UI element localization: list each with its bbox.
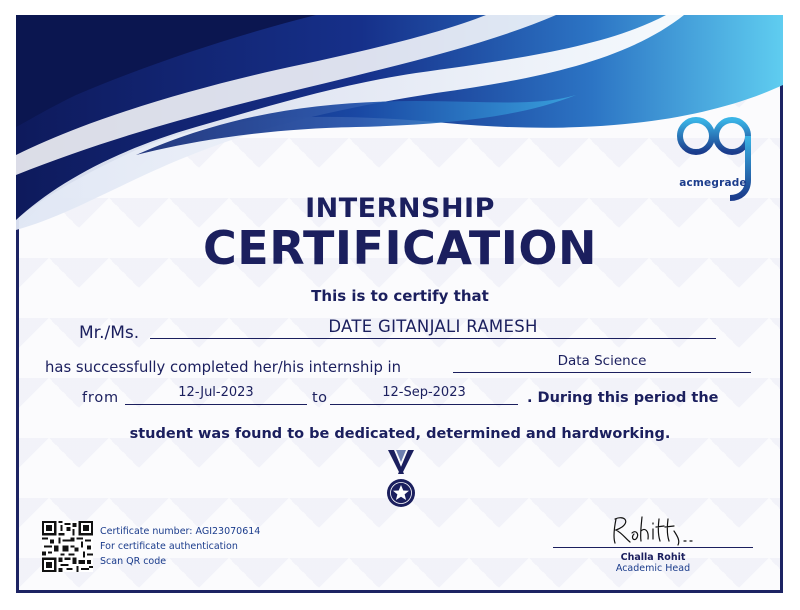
salutation: Mr./Ms. bbox=[79, 323, 140, 343]
title-line-2: CERTIFICATION bbox=[203, 221, 597, 275]
name-underline bbox=[150, 338, 716, 339]
signatory-name: Challa Rohit bbox=[620, 552, 686, 563]
brand-name: acmegrade bbox=[679, 177, 747, 189]
to-date-underline bbox=[330, 404, 518, 405]
qr-code-icon[interactable] bbox=[42, 521, 93, 572]
medal-icon bbox=[384, 450, 418, 510]
signature-line bbox=[553, 547, 753, 548]
course-underline bbox=[453, 372, 751, 373]
period-suffix: . During this period the bbox=[527, 390, 719, 406]
recipient-name: DATE GITANJALI RAMESH bbox=[328, 317, 538, 336]
title-line-1: INTERNSHIP bbox=[305, 193, 495, 224]
completion-text: has successfully completed her/his internship in bbox=[45, 359, 402, 376]
signature-image bbox=[604, 509, 714, 549]
certificate-number: Certificate number: AGI23070614 bbox=[100, 526, 261, 537]
from-date-underline bbox=[125, 404, 307, 405]
certify-intro: This is to certify that bbox=[311, 287, 489, 305]
signatory-title: Academic Head bbox=[615, 563, 691, 574]
to-date: 12-Sep-2023 bbox=[382, 385, 466, 400]
from-date: 12-Jul-2023 bbox=[178, 385, 254, 400]
authentication-note: For certificate authentication bbox=[100, 541, 238, 552]
to-label: to bbox=[312, 390, 328, 406]
scan-qr-note: Scan QR code bbox=[100, 556, 167, 567]
course-name: Data Science bbox=[557, 353, 647, 369]
closing-statement: student was found to be dedicated, determined and hardworking. bbox=[129, 426, 671, 442]
from-label: from bbox=[82, 390, 119, 406]
